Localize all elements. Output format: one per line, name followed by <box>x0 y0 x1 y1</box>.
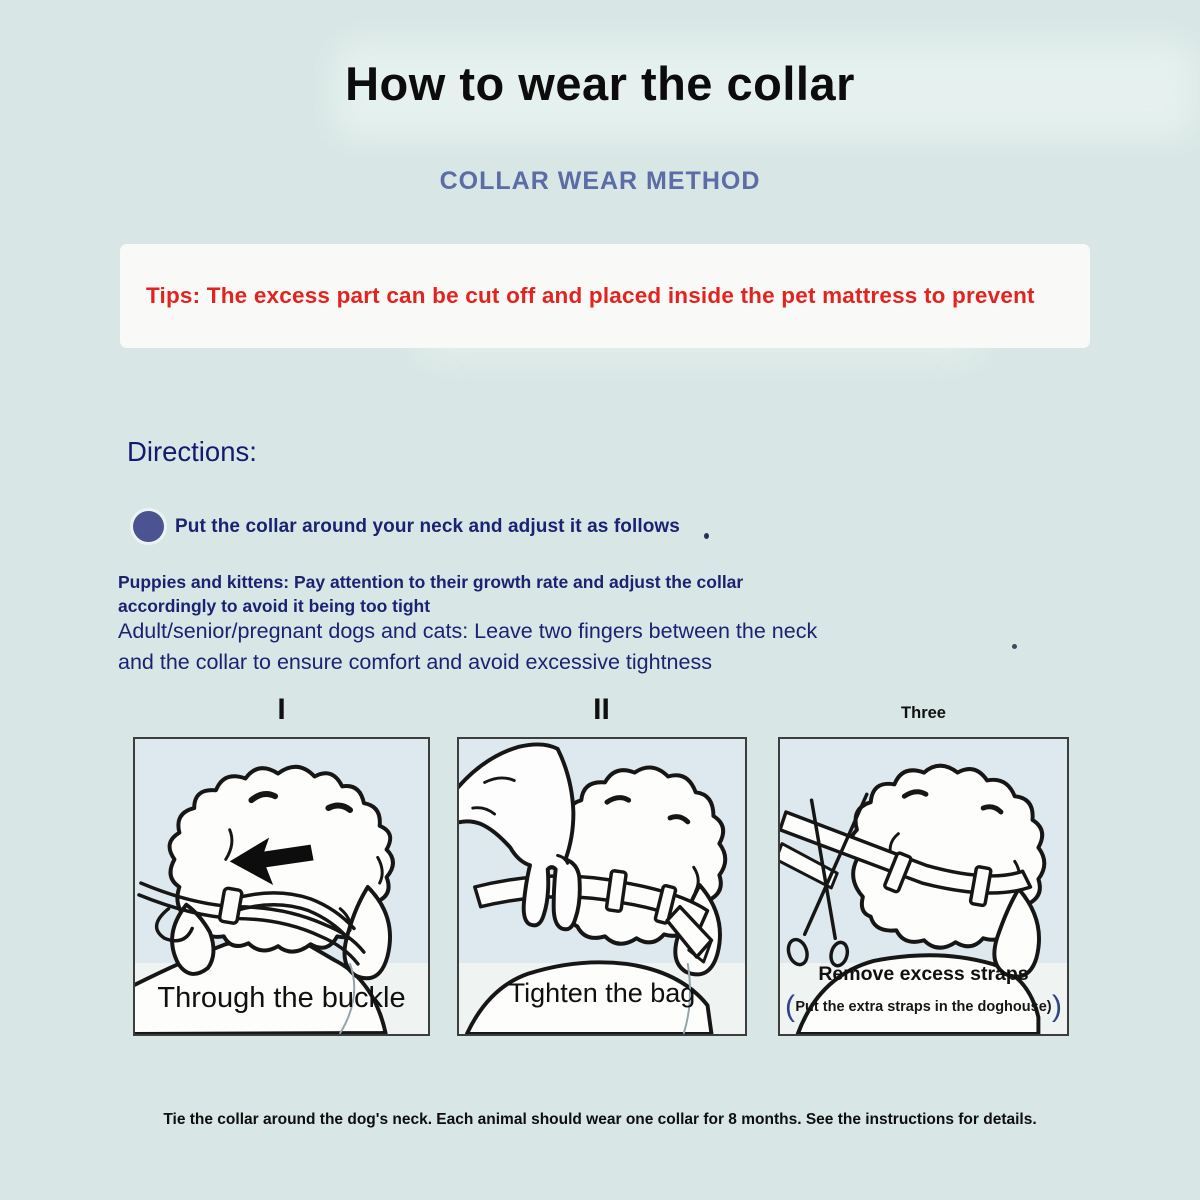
step-number-2: II <box>593 693 610 726</box>
hand-illustration <box>459 744 580 929</box>
step-panel-2 <box>457 737 747 1036</box>
step-caption-2: Tighten the bag <box>508 978 696 1008</box>
note-puppies-line2: accordingly to avoid it being too tight <box>118 596 431 616</box>
note-puppies <box>118 570 743 618</box>
step-caption-1: Through the buckle <box>157 982 406 1014</box>
dot-artifact <box>1012 644 1017 649</box>
bullet-circle-icon <box>133 511 164 542</box>
note-adult-line1: Adult/senior/pregnant dogs and cats: Leave two fingers between the neck <box>118 619 818 643</box>
footer-note: Tie the collar around the dog's neck. Each animal should wear one collar for 8 months. See the instructions for details. <box>163 1111 1037 1128</box>
bullet-text: Put the collar around your neck and adjust it as follows <box>175 515 680 537</box>
note-adult <box>118 616 817 677</box>
tips-box <box>120 244 1090 348</box>
note-adult-line2: and the collar to ensure comfort and avoid excessive tightness <box>118 649 712 674</box>
collar-slider <box>606 870 626 911</box>
step-subcaption-3 <box>780 992 1067 1022</box>
dog-collar-illustration-3 <box>780 739 1067 1034</box>
dot-artifact <box>704 533 709 539</box>
tips-text: Tips: The excess part can be cut off and placed inside the pet mattress to prevent <box>146 283 1035 308</box>
directions-heading: Directions: <box>127 436 257 467</box>
step-panel-1 <box>133 737 430 1036</box>
paren-open: ( <box>785 990 795 1023</box>
page-subtitle: COLLAR WEAR METHOD <box>439 167 761 195</box>
paren-close: ) <box>1051 990 1062 1023</box>
note-puppies-line1: Puppies and kittens: Pay attention to their growth rate and adjust the collar <box>118 572 744 592</box>
step-subcaption-text: Put the extra straps in the doghouse) <box>795 999 1052 1015</box>
step-number-3: Three <box>901 704 946 722</box>
step-panel-3 <box>778 737 1069 1036</box>
page-title: How to wear the collar <box>345 57 855 110</box>
step-caption-3: Remove excess straps <box>818 963 1029 985</box>
step-number-1: I <box>277 693 286 726</box>
directions-bullet-row <box>133 511 680 542</box>
collar-buckle <box>219 888 242 924</box>
